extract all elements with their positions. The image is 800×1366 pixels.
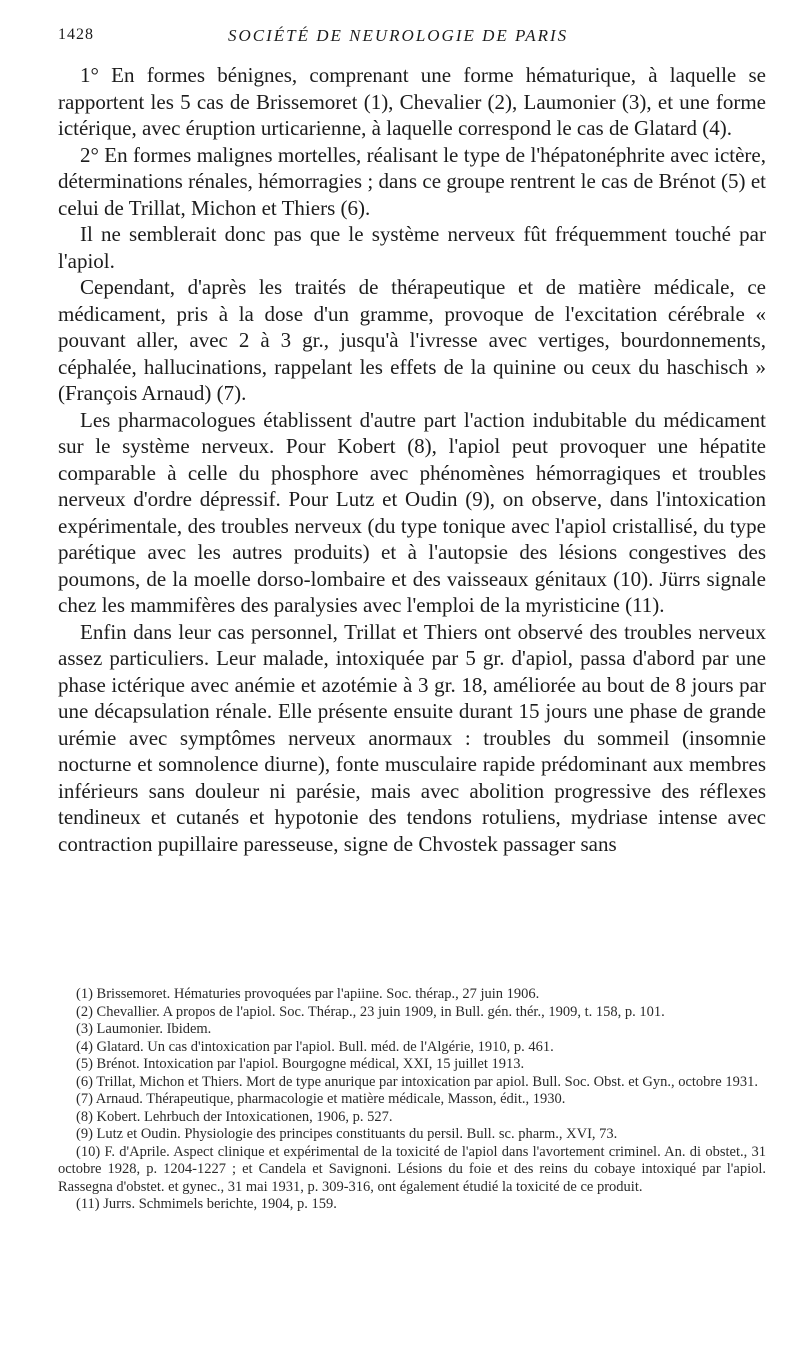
footnote — [58, 1126, 766, 1144]
footnote-text: Glatard. Un cas d'intoxication par l'apiol. Bull. méd. de l'Algérie, 1910, p. 461. — [96, 1038, 554, 1055]
footnote-text: Lutz et Oudin. Physiologie des principes constituants du persil. Bull. sc. pharm., XVI, 73. — [96, 1126, 618, 1142]
footnote-text: Brissemoret. Hématuries provoquées par l'apiine. Soc. thérap., 27 juin 1906. — [96, 986, 540, 1002]
footnote — [58, 1039, 766, 1057]
footnote-text: Jurrs. Schmimels berichte, 1904, p. 159. — [103, 1196, 337, 1212]
paragraph-nervous-system: Il ne semblerait donc pas que le système nerveux fût fréquemment touché par l'apiol. — [58, 222, 766, 273]
footnote-number: (5) — [76, 1056, 93, 1072]
footnote-number: (4) — [76, 1038, 93, 1055]
footnote-number: (3) — [76, 1021, 93, 1037]
page-number: 1428 — [58, 26, 94, 43]
footnote — [58, 1196, 766, 1214]
footnote-text: F. d'Aprile. Aspect clinique et expérimental de la toxicité de l'apiol dans l'avortement criminel. An. di obstet., 31 octobre 1928, p. 1204-1227 ; et Candela et Savignoni. Lésions du foie et des reins du cobaye intoxiqué par l'apiol. Rassegna d'obstet. et gynec., 31 mai 1931, p. 309-316, ont également étudié la toxicité de ce produit. — [58, 1143, 766, 1195]
footnote-text: Laumonier. Ibidem. — [96, 1021, 212, 1037]
footnote — [58, 986, 766, 1004]
running-head — [58, 26, 766, 50]
footnote-text: Trillat, Michon et Thiers. Mort de type anurique par intoxication par apiol. Bull. Soc. Obst. et Gyn., octobre 1931. — [96, 1073, 758, 1090]
footnote — [58, 1074, 766, 1092]
footnote-number: (8) — [76, 1108, 93, 1125]
footnote-number: (2) — [76, 1003, 93, 1020]
page — [58, 0, 766, 1366]
footnote — [58, 1091, 766, 1109]
footnote-text: Arnaud. Thérapeutique, pharmacologie et matière médicale, Masson, édit., 1930. — [95, 1091, 566, 1107]
paragraph-therapeutic-treatises: Cependant, d'après les traités de thérapeutique et de matière médicale, ce médicament, pris à la dose d'un gramme, provoque de l'excitation cérébrale « pouvant aller, avec 2 à 3 gr., jusqu'à l'ivresse avec vertiges, bourdonnements, céphalée, hallucinations, rappelant les effets de la quinine ou ceux du haschisch » (François Arnaud) (7). — [58, 275, 766, 405]
paragraph-malignant-forms: 2° En formes malignes mortelles, réalisant le type de l'hépatonéphrite avec ictère, déterminations rénales, hémorragies ; dans ce groupe rentrent le cas de Brénot (5) et celui de Trillat, Michon et Thiers (6). — [58, 142, 766, 220]
footnote — [58, 1056, 766, 1074]
paragraph-pharmacologists: Les pharmacologues établissent d'autre part l'action indubitable du médicament sur le système nerveux. Pour Kobert (8), l'apiol peut provoquer une hépatite comparable à celle du phosphore avec phénomènes hémorragiques et troubles nerveux d'ordre dépressif. Pour Lutz et Oudin (9), on observe, dans l'intoxication expérimentale, des troubles nerveux (du type tonique avec l'apiol cristallisé, du type parétique avec les autres produits) et à l'autopsie des lésions congestives des poumons, de la moelle dorso-lombaire et des vaisseaux génitaux (10). Jürrs signale chez les mammifères des paralysies avec l'emploi de la myristicine (11). — [58, 407, 766, 617]
footnote-number: (6) — [76, 1073, 93, 1090]
footnote-number: (7) — [76, 1091, 93, 1107]
footnote-text: Kobert. Lehrbuch der Intoxicationen, 1906, p. 527. — [96, 1108, 393, 1125]
footnote-number: (10) — [76, 1143, 101, 1160]
paragraph-benign-forms: 1° En formes bénignes, comprenant une forme hématurique, à laquelle se rapportent les 5 cas de Brissemoret (1), Chevalier (2), Laumonier (3), et une forme ictérique, avec éruption urticarienne, à laquelle correspond le cas de Glatard (4). — [58, 63, 766, 140]
footnote — [58, 1144, 766, 1197]
footnote-number: (9) — [76, 1126, 93, 1142]
paragraph-personal-case: Enfin dans leur cas personnel, Trillat et Thiers ont observé des troubles nerveux assez particuliers. Leur malade, intoxiquée par 5 gr. d'apiol, passa d'abord par une phase ictérique avec anémie et azotémie à 3 gr. 18, améliorée au bout de 8 jours par une décapsulation rénale. Elle présente ensuite durant 15 jours une phase de grande urémie avec symptômes nerveux anormaux : troubles du sommeil (insomnie nocturne et somnolence diurne), fonte musculaire rapide prédominant aux membres inférieurs sans douleur ni parésie, mais avec abolition progressive des réflexes tendineux et cutanés et hypotonie des tendons rotuliens, mydriase intense avec contraction pupillaire paresseuse, signe de Chvostek passager sans — [58, 619, 766, 856]
footnote-text: Chevallier. A propos de l'apiol. Soc. Thérap., 23 juin 1909, in Bull. gén. thér., 1909, t. 158, p. 101. — [96, 1003, 665, 1020]
footnote-number: (11) — [76, 1196, 100, 1212]
footnotes — [58, 986, 766, 1214]
running-title: SOCIÉTÉ DE NEUROLOGIE DE PARIS — [228, 26, 569, 45]
body-text — [58, 62, 766, 857]
footnote — [58, 1004, 766, 1022]
footnote — [58, 1109, 766, 1127]
footnote — [58, 1021, 766, 1039]
footnote-text: Brénot. Intoxication par l'apiol. Bourgogne médical, XXI, 15 juillet 1913. — [96, 1056, 525, 1072]
footnote-number: (1) — [76, 986, 93, 1002]
